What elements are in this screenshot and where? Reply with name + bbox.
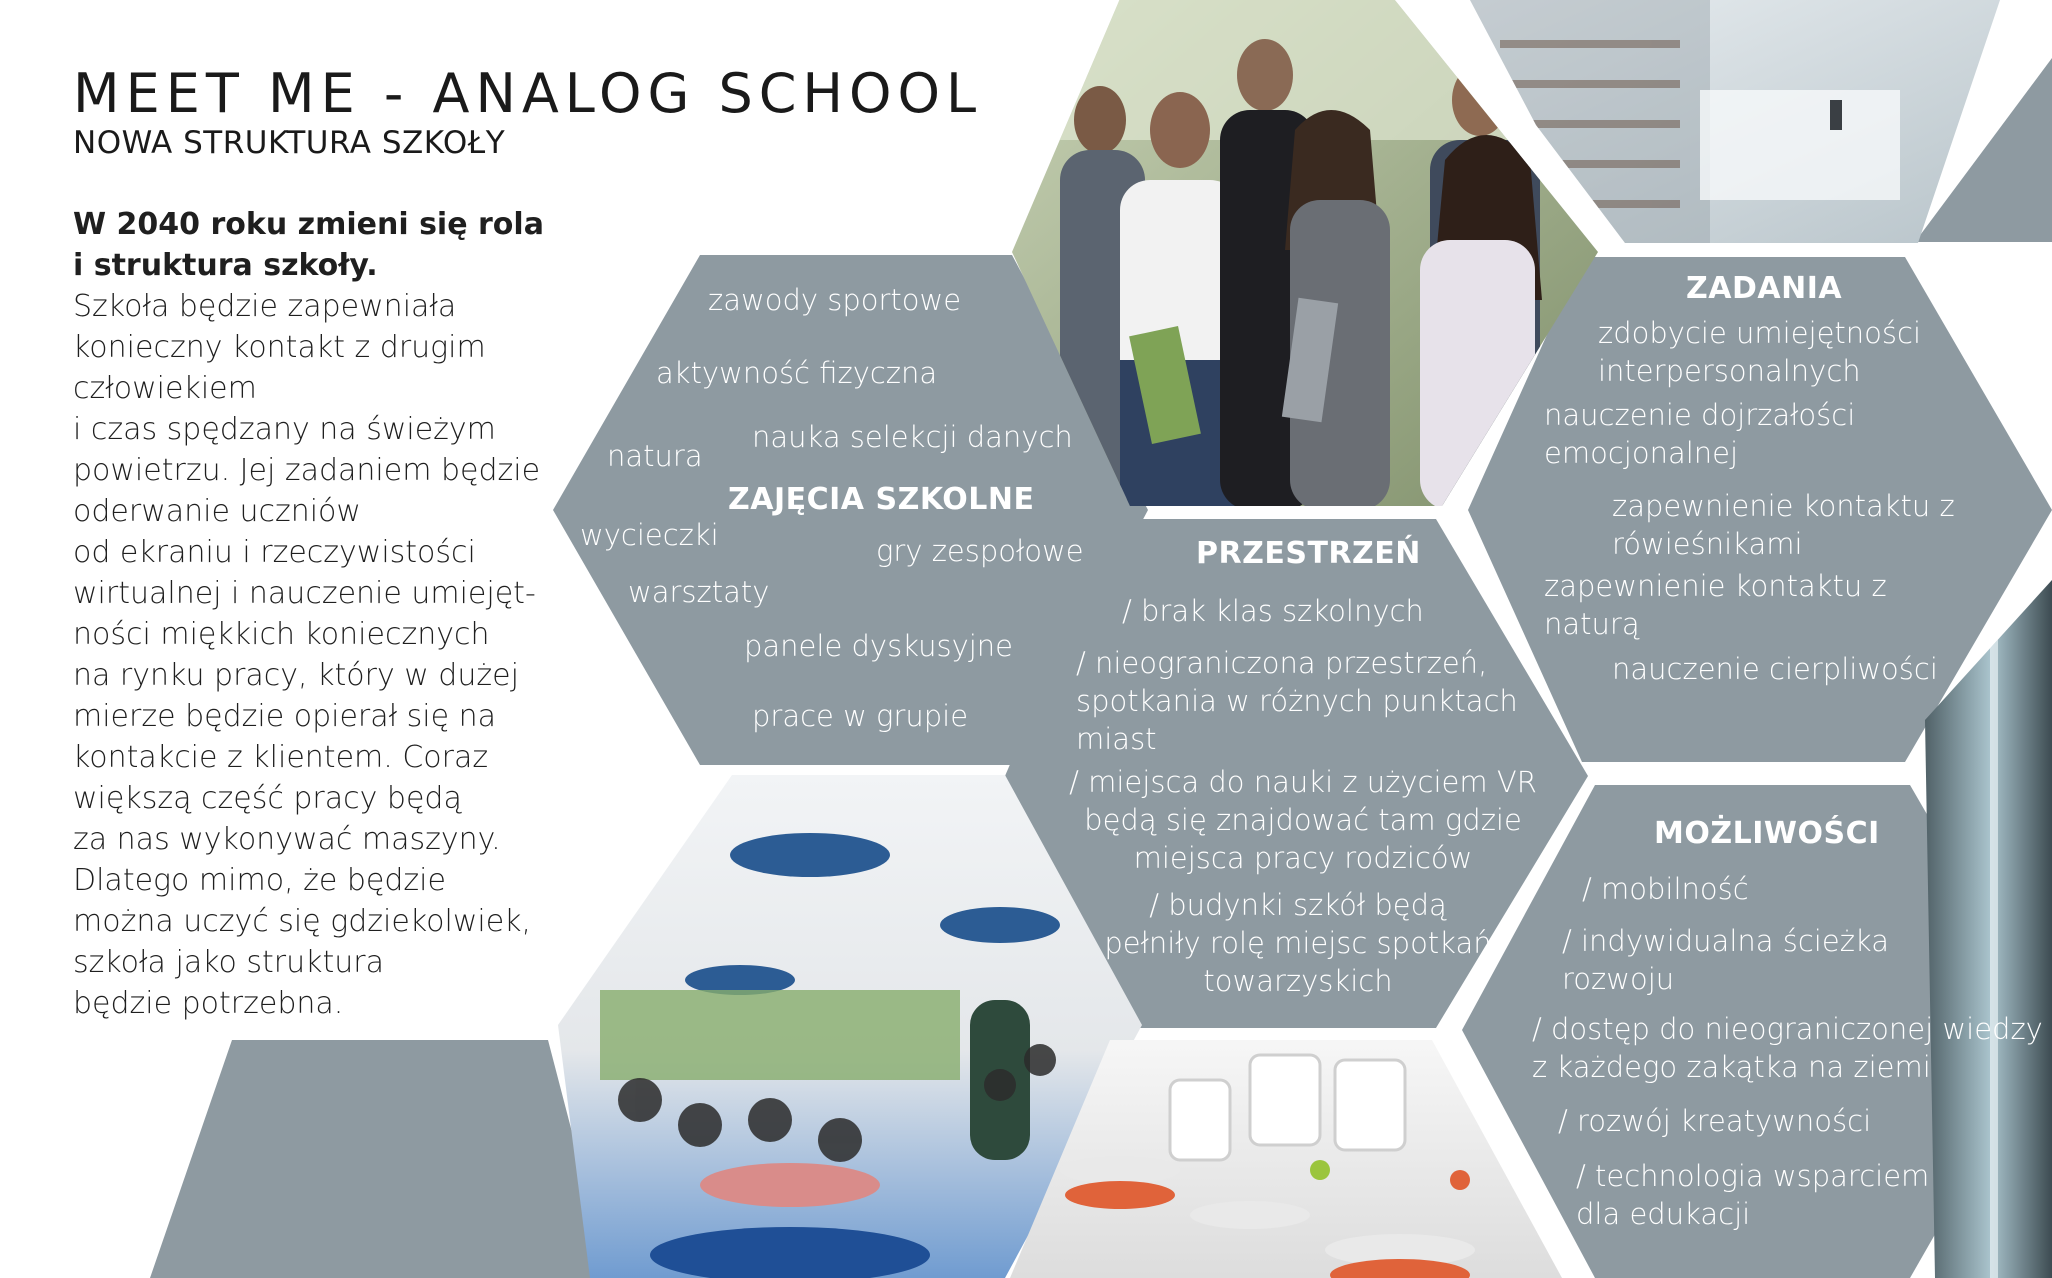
zadania-item-line: nauczenie cierpliwości xyxy=(1612,652,1938,686)
mozliwosci-item xyxy=(1582,870,1749,908)
intro-body-line: wirtualnej i nauczenie umiejęt- xyxy=(73,576,536,611)
intro-text xyxy=(73,204,573,1024)
mozliwosci-item-line: dla edukacji xyxy=(1576,1197,1751,1231)
mozliwosci-item-line: / indywidualna ścieżka xyxy=(1562,924,1889,958)
intro-body-line: będzie potrzebna. xyxy=(73,986,344,1021)
przestrzen-item-line: / brak klas szkolnych xyxy=(1122,594,1424,628)
zajecia-word: gry zespołowe xyxy=(876,534,1084,568)
zadania-item-line: zdobycie umiejętności xyxy=(1598,316,1922,350)
intro-body-line: na rynku pracy, który w dużej xyxy=(73,658,519,693)
mozliwosci-item-line: rozwoju xyxy=(1562,962,1675,996)
przestrzen-item-line: pełniły rolę miejsc spotkań xyxy=(1104,926,1492,960)
page-subtitle: NOWA STRUKTURA SZKOŁY xyxy=(73,125,506,161)
zadania-item xyxy=(1612,487,1955,563)
intro-body-line: człowiekiem xyxy=(73,371,257,406)
zadania-item xyxy=(1598,314,1921,390)
zajecia-word: panele dyskusyjne xyxy=(744,629,1014,663)
przestrzen-item xyxy=(1076,644,1518,758)
intro-lead-line: W 2040 roku zmieni się rola xyxy=(73,207,544,242)
mozliwosci-item-line: / technologia wsparciem xyxy=(1576,1159,1930,1193)
przestrzen-item-line: / miejsca do nauki z użyciem VR xyxy=(1069,765,1537,799)
zadania-item xyxy=(1612,650,1938,688)
intro-body-line: szkoła jako struktura xyxy=(73,945,385,980)
intro-body-line: większą część pracy będą xyxy=(73,781,462,816)
intro-body-line: konieczny kontakt z drugim xyxy=(73,330,486,365)
zadania-item-line: nauczenie dojrzałości xyxy=(1544,398,1856,432)
zajecia-word: prace w grupie xyxy=(752,699,969,733)
zajecia-word: natura xyxy=(607,439,703,473)
intro-body-line: za nas wykonywać maszyny. xyxy=(73,822,501,857)
przestrzen-item xyxy=(1058,886,1538,1000)
przestrzen-item xyxy=(1058,763,1548,877)
hex-bottom-left-decor xyxy=(150,1040,610,1278)
mozliwosci-item-line: / dostęp do nieograniczonej wiedzy xyxy=(1532,1012,2043,1046)
zadania-item xyxy=(1544,567,1887,643)
przestrzen-item-line: będą się znajdować tam gdzie xyxy=(1084,803,1522,837)
zajecia-word: zawody sportowe xyxy=(708,283,962,317)
intro-body-line: mierze będzie opierał się na xyxy=(73,699,497,734)
mozliwosci-heading: MOŻLIWOŚCI xyxy=(1654,816,1880,851)
mozliwosci-item-line: / rozwój kreatywności xyxy=(1558,1104,1872,1138)
zajecia-word: wycieczki xyxy=(580,518,719,552)
przestrzen-item xyxy=(1122,592,1424,630)
intro-body-line: i czas spędzany na świeżym xyxy=(73,412,496,447)
intro-body-line: kontakcie z klientem. Coraz xyxy=(73,740,489,775)
mozliwosci-item xyxy=(1576,1157,1929,1233)
przestrzen-item-line: towarzyskich xyxy=(1203,964,1393,998)
mozliwosci-item-line: z każdego zakątka na ziemi xyxy=(1532,1050,1931,1084)
przestrzen-item-line: / nieograniczona przestrzeń, xyxy=(1076,646,1488,680)
intro-body-line: ności miękkich koniecznych xyxy=(73,617,490,652)
intro-body-line: Dlatego mimo, że będzie xyxy=(73,863,446,898)
przestrzen-item-line: spotkania w różnych punktach xyxy=(1076,684,1518,718)
zadania-item-line: zapewnienie kontaktu z xyxy=(1612,489,1955,523)
zajecia-word: aktywność fizyczna xyxy=(656,356,938,390)
zadania-heading: ZADANIA xyxy=(1686,271,1843,306)
zadania-item xyxy=(1544,396,1855,472)
mozliwosci-item xyxy=(1562,922,1889,998)
przestrzen-item-line: / budynki szkół będą xyxy=(1149,888,1447,922)
intro-lead-line: i struktura szkoły. xyxy=(73,248,378,283)
intro-body-line: Szkoła będzie zapewniała xyxy=(73,289,457,324)
intro-body-line: powietrzu. Jej zadaniem będzie xyxy=(73,453,541,488)
page-title: MEET ME - ANALOG SCHOOL xyxy=(73,62,983,125)
mozliwosci-item xyxy=(1532,1010,2043,1086)
intro-body-line: oderwanie uczniów xyxy=(73,494,361,529)
przestrzen-item-line: miejsca pracy rodziców xyxy=(1133,841,1473,875)
przestrzen-item-line: miast xyxy=(1076,722,1157,756)
zadania-item-line: interpersonalnych xyxy=(1598,354,1861,388)
mozliwosci-item-line: / mobilność xyxy=(1582,872,1749,906)
przestrzen-heading: PRZESTRZEŃ xyxy=(1196,536,1421,571)
zajecia-word: nauka selekcji danych xyxy=(752,420,1073,454)
zadania-item-line: emocjonalnej xyxy=(1544,436,1739,470)
zajecia-heading: ZAJĘCIA SZKOLNE xyxy=(728,482,1035,517)
zadania-item-line: zapewnienie kontaktu z xyxy=(1544,569,1887,603)
intro-body-line: od ekraniu i rzeczywistości xyxy=(73,535,476,570)
mozliwosci-item xyxy=(1558,1102,1871,1140)
intro-body-line: można uczyć się gdziekolwiek, xyxy=(73,904,532,939)
zadania-item-line: naturą xyxy=(1544,607,1640,641)
zajecia-word: warsztaty xyxy=(628,575,770,609)
zadania-item-line: rówieśnikami xyxy=(1612,527,1803,561)
